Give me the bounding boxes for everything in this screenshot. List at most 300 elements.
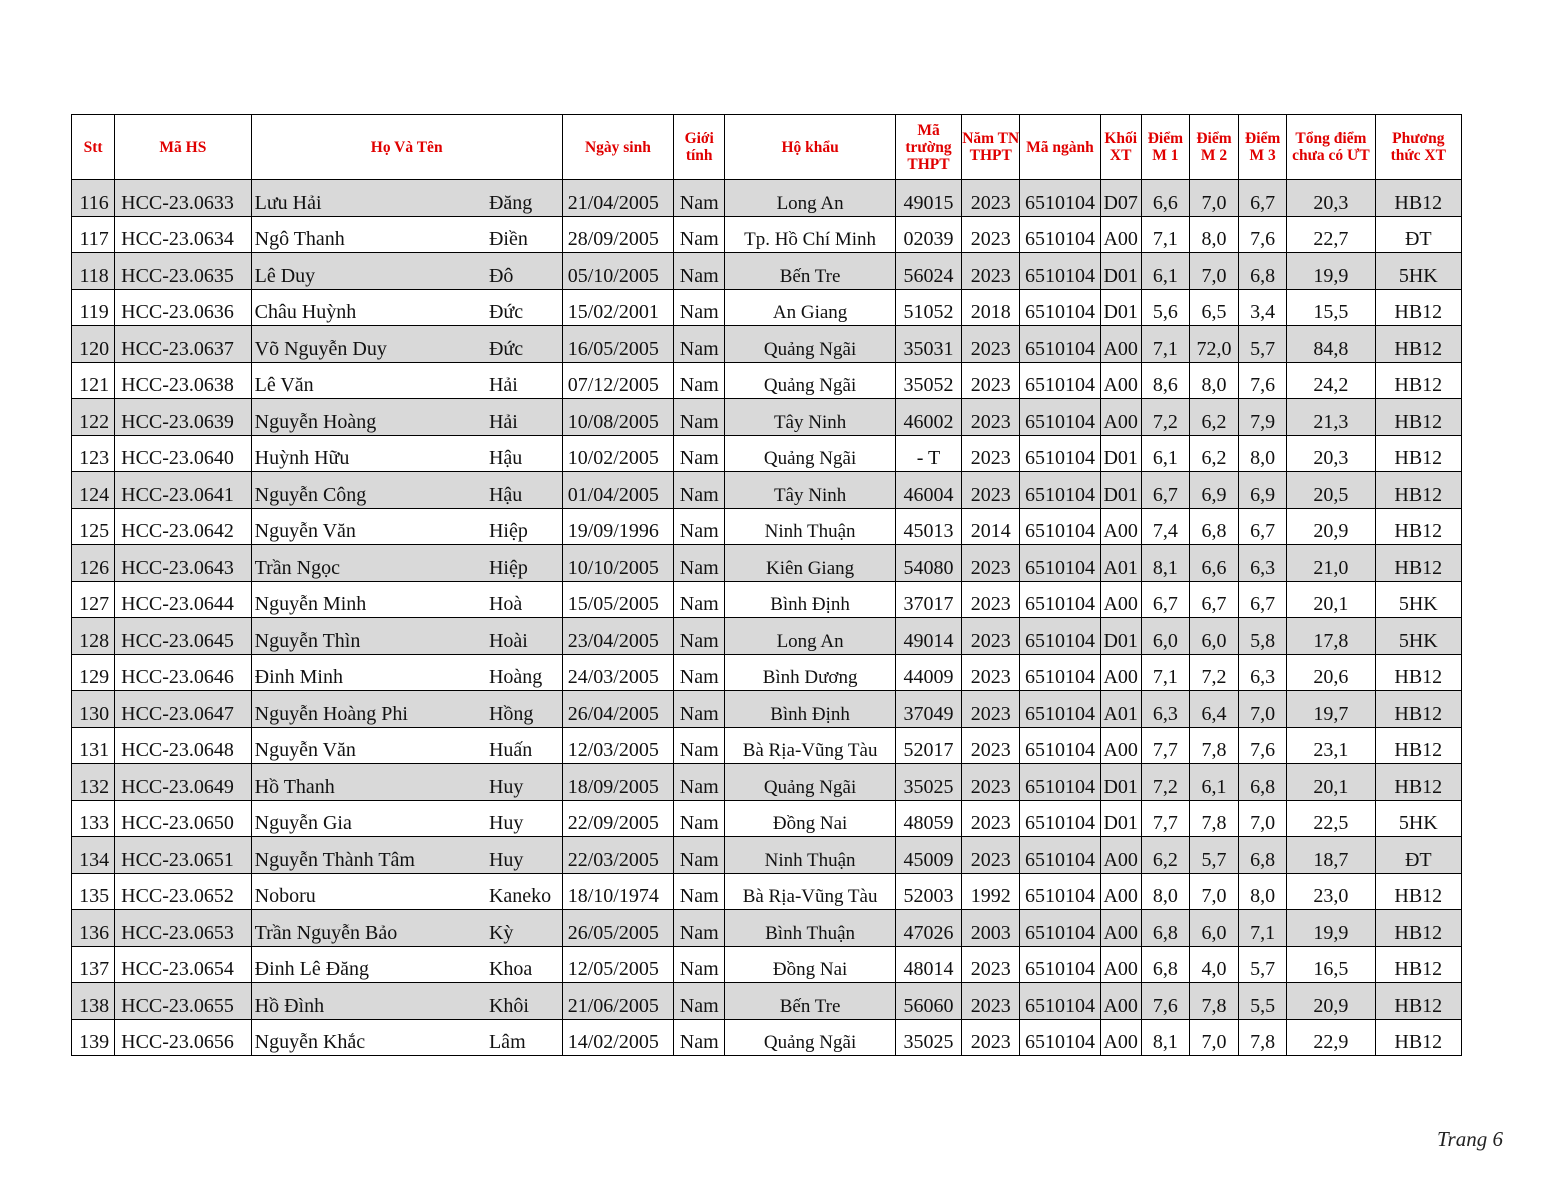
cell-khoi: A00 — [1100, 837, 1141, 874]
cell-ma-nganh: 6510104 — [1020, 326, 1100, 363]
cell-diem-3: 6,8 — [1239, 837, 1287, 874]
cell-ho-dem: Ngô Thanh — [251, 216, 489, 253]
header-ngay-sinh: Ngày sinh — [562, 115, 673, 180]
cell-phuong-thuc: HB12 — [1375, 764, 1461, 801]
cell-phuong-thuc: 5HK — [1375, 800, 1461, 837]
cell-ma-truong: 52017 — [895, 727, 961, 764]
cell-ho-khau: Đồng Nai — [725, 800, 896, 837]
cell-ho-khau: Bình Dương — [725, 654, 896, 691]
cell-ngay-sinh: 26/05/2005 — [562, 910, 673, 947]
cell-ngay-sinh: 05/10/2005 — [562, 253, 673, 290]
table-row — [72, 837, 1462, 874]
cell-stt: 131 — [72, 727, 115, 764]
cell-ngay-sinh: 22/03/2005 — [562, 837, 673, 874]
cell-ho-khau: An Giang — [725, 289, 896, 326]
cell-gioi-tinh: Nam — [674, 581, 725, 618]
cell-diem-1: 8,0 — [1141, 873, 1189, 910]
cell-gioi-tinh: Nam — [674, 545, 725, 582]
table-row — [72, 983, 1462, 1020]
cell-nam-tn: 2023 — [962, 837, 1020, 874]
cell-ho-dem: Trần Ngọc — [251, 545, 489, 582]
cell-diem-2: 5,7 — [1189, 837, 1238, 874]
table-row — [72, 435, 1462, 472]
cell-gioi-tinh: Nam — [674, 216, 725, 253]
cell-nam-tn: 2023 — [962, 618, 1020, 655]
cell-ngay-sinh: 07/12/2005 — [562, 362, 673, 399]
cell-stt: 129 — [72, 654, 115, 691]
cell-gioi-tinh: Nam — [674, 1019, 725, 1056]
cell-khoi: D01 — [1100, 472, 1141, 509]
cell-ho-khau: Bình Định — [725, 581, 896, 618]
cell-phuong-thuc: 5HK — [1375, 618, 1461, 655]
cell-tong-diem: 21,3 — [1287, 399, 1375, 436]
cell-tong-diem: 16,5 — [1287, 946, 1375, 983]
cell-nam-tn: 2023 — [962, 180, 1020, 217]
cell-ho-dem: Nguyễn Thìn — [251, 618, 489, 655]
cell-ho-dem: Nguyễn Minh — [251, 581, 489, 618]
cell-ho-dem: Nguyễn Hoàng Phi — [251, 691, 489, 728]
cell-ma-truong: 35052 — [895, 362, 961, 399]
cell-diem-1: 6,7 — [1141, 581, 1189, 618]
table-row — [72, 216, 1462, 253]
cell-ho-dem: Trần Nguyễn Bảo — [251, 910, 489, 947]
cell-diem-2: 72,0 — [1189, 326, 1238, 363]
header-stt: Stt — [72, 115, 115, 180]
table-row — [72, 545, 1462, 582]
cell-phuong-thuc: HB12 — [1375, 654, 1461, 691]
cell-ma-hs: HCC-23.0637 — [115, 326, 251, 363]
cell-ngay-sinh: 12/03/2005 — [562, 727, 673, 764]
cell-ho-khau: Tây Ninh — [725, 472, 896, 509]
cell-nam-tn: 2023 — [962, 253, 1020, 290]
cell-ma-hs: HCC-23.0633 — [115, 180, 251, 217]
page-number: Trang 6 — [1437, 1127, 1503, 1151]
cell-ngay-sinh: 10/08/2005 — [562, 399, 673, 436]
table-row — [72, 873, 1462, 910]
cell-ma-hs: HCC-23.0651 — [115, 837, 251, 874]
cell-stt: 130 — [72, 691, 115, 728]
cell-diem-1: 7,1 — [1141, 654, 1189, 691]
cell-diem-2: 6,8 — [1189, 508, 1238, 545]
header-khoi: Khối XT — [1100, 115, 1141, 180]
cell-ten: Hậu — [489, 435, 562, 472]
cell-diem-1: 6,7 — [1141, 472, 1189, 509]
cell-ngay-sinh: 21/06/2005 — [562, 983, 673, 1020]
cell-diem-3: 7,6 — [1239, 727, 1287, 764]
cell-ma-hs: HCC-23.0646 — [115, 654, 251, 691]
cell-nam-tn: 2003 — [962, 910, 1020, 947]
cell-stt: 139 — [72, 1019, 115, 1056]
cell-diem-3: 6,3 — [1239, 654, 1287, 691]
cell-phuong-thuc: 5HK — [1375, 253, 1461, 290]
cell-diem-3: 6,8 — [1239, 253, 1287, 290]
table-body — [72, 180, 1462, 1056]
cell-ho-dem: Nguyễn Hoàng — [251, 399, 489, 436]
cell-nam-tn: 2023 — [962, 216, 1020, 253]
cell-ma-nganh: 6510104 — [1020, 727, 1100, 764]
cell-ma-truong: 44009 — [895, 654, 961, 691]
cell-ten: Kaneko — [489, 873, 562, 910]
cell-ma-truong: 48059 — [895, 800, 961, 837]
table-row — [72, 764, 1462, 801]
cell-ten: Hải — [489, 362, 562, 399]
table-row — [72, 691, 1462, 728]
cell-diem-1: 7,7 — [1141, 727, 1189, 764]
cell-stt: 117 — [72, 216, 115, 253]
cell-khoi: D01 — [1100, 618, 1141, 655]
cell-nam-tn: 2023 — [962, 326, 1020, 363]
cell-diem-1: 6,1 — [1141, 253, 1189, 290]
cell-phuong-thuc: HB12 — [1375, 727, 1461, 764]
cell-nam-tn: 2023 — [962, 399, 1020, 436]
cell-nam-tn: 2023 — [962, 362, 1020, 399]
cell-khoi: A00 — [1100, 581, 1141, 618]
cell-diem-3: 7,0 — [1239, 691, 1287, 728]
cell-stt: 137 — [72, 946, 115, 983]
header-phuong-thuc: Phương thức XT — [1375, 115, 1461, 180]
cell-gioi-tinh: Nam — [674, 910, 725, 947]
header-nam-tn: Năm TN THPT — [962, 115, 1020, 180]
cell-ma-nganh: 6510104 — [1020, 289, 1100, 326]
cell-ma-truong: 49014 — [895, 618, 961, 655]
cell-ho-khau: Bà Rịa-Vũng Tàu — [725, 873, 896, 910]
cell-khoi: D01 — [1100, 253, 1141, 290]
cell-stt: 128 — [72, 618, 115, 655]
table-row — [72, 399, 1462, 436]
cell-ten: Đăng — [489, 180, 562, 217]
header-row — [72, 115, 1462, 180]
cell-nam-tn: 2023 — [962, 983, 1020, 1020]
cell-khoi: A00 — [1100, 654, 1141, 691]
cell-ngay-sinh: 14/02/2005 — [562, 1019, 673, 1056]
cell-ma-nganh: 6510104 — [1020, 508, 1100, 545]
table-row — [72, 910, 1462, 947]
header-ho-ten: Họ Và Tên — [251, 115, 562, 180]
cell-ma-hs: HCC-23.0640 — [115, 435, 251, 472]
cell-diem-1: 6,8 — [1141, 946, 1189, 983]
cell-ma-nganh: 6510104 — [1020, 837, 1100, 874]
cell-nam-tn: 2023 — [962, 545, 1020, 582]
table-row — [72, 581, 1462, 618]
cell-ma-truong: 37017 — [895, 581, 961, 618]
cell-khoi: A00 — [1100, 508, 1141, 545]
cell-ma-hs: HCC-23.0636 — [115, 289, 251, 326]
cell-diem-2: 7,0 — [1189, 253, 1238, 290]
cell-nam-tn: 2023 — [962, 654, 1020, 691]
cell-ma-nganh: 6510104 — [1020, 800, 1100, 837]
cell-ho-khau: Quảng Ngãi — [725, 326, 896, 363]
cell-diem-3: 6,8 — [1239, 764, 1287, 801]
cell-ma-truong: 45013 — [895, 508, 961, 545]
table-row — [72, 253, 1462, 290]
cell-stt: 123 — [72, 435, 115, 472]
cell-gioi-tinh: Nam — [674, 873, 725, 910]
cell-diem-1: 6,1 — [1141, 435, 1189, 472]
cell-tong-diem: 20,6 — [1287, 654, 1375, 691]
cell-phuong-thuc: HB12 — [1375, 362, 1461, 399]
cell-ho-khau: Bến Tre — [725, 253, 896, 290]
cell-ho-khau: Quảng Ngãi — [725, 1019, 896, 1056]
cell-phuong-thuc: HB12 — [1375, 435, 1461, 472]
cell-nam-tn: 2023 — [962, 727, 1020, 764]
header-ho-khau: Hộ khẩu — [725, 115, 896, 180]
cell-ngay-sinh: 15/02/2001 — [562, 289, 673, 326]
cell-nam-tn: 2023 — [962, 435, 1020, 472]
cell-tong-diem: 20,3 — [1287, 435, 1375, 472]
cell-ma-hs: HCC-23.0647 — [115, 691, 251, 728]
cell-ho-dem: Lê Duy — [251, 253, 489, 290]
cell-stt: 118 — [72, 253, 115, 290]
cell-tong-diem: 22,9 — [1287, 1019, 1375, 1056]
cell-ho-dem: Võ Nguyễn Duy — [251, 326, 489, 363]
cell-diem-3: 6,7 — [1239, 581, 1287, 618]
cell-gioi-tinh: Nam — [674, 983, 725, 1020]
cell-diem-3: 7,1 — [1239, 910, 1287, 947]
cell-ma-truong: 49015 — [895, 180, 961, 217]
cell-diem-1: 7,2 — [1141, 399, 1189, 436]
cell-ma-hs: HCC-23.0654 — [115, 946, 251, 983]
cell-ngay-sinh: 26/04/2005 — [562, 691, 673, 728]
cell-stt: 132 — [72, 764, 115, 801]
cell-ma-hs: HCC-23.0649 — [115, 764, 251, 801]
cell-ma-hs: HCC-23.0648 — [115, 727, 251, 764]
cell-ma-nganh: 6510104 — [1020, 873, 1100, 910]
cell-ten: Hoà — [489, 581, 562, 618]
cell-ma-hs: HCC-23.0641 — [115, 472, 251, 509]
cell-stt: 136 — [72, 910, 115, 947]
cell-tong-diem: 23,1 — [1287, 727, 1375, 764]
cell-ho-khau: Bình Thuận — [725, 910, 896, 947]
cell-ma-truong: 56024 — [895, 253, 961, 290]
cell-diem-3: 8,0 — [1239, 435, 1287, 472]
cell-ngay-sinh: 15/05/2005 — [562, 581, 673, 618]
cell-tong-diem: 24,2 — [1287, 362, 1375, 399]
cell-ten: Hoàng — [489, 654, 562, 691]
cell-ma-nganh: 6510104 — [1020, 253, 1100, 290]
cell-phuong-thuc: HB12 — [1375, 910, 1461, 947]
cell-diem-3: 5,7 — [1239, 946, 1287, 983]
cell-ma-hs: HCC-23.0639 — [115, 399, 251, 436]
cell-khoi: A00 — [1100, 399, 1141, 436]
cell-khoi: D01 — [1100, 800, 1141, 837]
cell-ho-khau: Đồng Nai — [725, 946, 896, 983]
cell-tong-diem: 22,7 — [1287, 216, 1375, 253]
cell-diem-3: 6,3 — [1239, 545, 1287, 582]
cell-diem-1: 7,6 — [1141, 983, 1189, 1020]
cell-ten: Hoài — [489, 618, 562, 655]
header-diem-2: Điểm M 2 — [1189, 115, 1238, 180]
cell-ten: Huy — [489, 764, 562, 801]
cell-tong-diem: 19,9 — [1287, 253, 1375, 290]
cell-gioi-tinh: Nam — [674, 472, 725, 509]
cell-diem-1: 8,1 — [1141, 1019, 1189, 1056]
cell-diem-2: 6,9 — [1189, 472, 1238, 509]
cell-ma-truong: 37049 — [895, 691, 961, 728]
cell-ten: Hải — [489, 399, 562, 436]
cell-diem-1: 7,7 — [1141, 800, 1189, 837]
cell-khoi: A00 — [1100, 946, 1141, 983]
cell-diem-2: 7,8 — [1189, 800, 1238, 837]
cell-gioi-tinh: Nam — [674, 362, 725, 399]
cell-ho-dem: Nguyễn Khắc — [251, 1019, 489, 1056]
table-row — [72, 326, 1462, 363]
cell-ho-khau: Quảng Ngãi — [725, 362, 896, 399]
table-row — [72, 180, 1462, 217]
cell-ten: Huấn — [489, 727, 562, 764]
cell-tong-diem: 17,8 — [1287, 618, 1375, 655]
cell-stt: 116 — [72, 180, 115, 217]
cell-ho-dem: Lê Văn — [251, 362, 489, 399]
cell-diem-2: 7,8 — [1189, 727, 1238, 764]
cell-ho-dem: Hồ Đình — [251, 983, 489, 1020]
cell-stt: 124 — [72, 472, 115, 509]
cell-diem-1: 6,6 — [1141, 180, 1189, 217]
cell-tong-diem: 18,7 — [1287, 837, 1375, 874]
cell-phuong-thuc: HB12 — [1375, 508, 1461, 545]
header-ma-nganh: Mã ngành — [1020, 115, 1100, 180]
cell-gioi-tinh: Nam — [674, 253, 725, 290]
cell-nam-tn: 2023 — [962, 800, 1020, 837]
cell-ten: Huy — [489, 800, 562, 837]
cell-phuong-thuc: HB12 — [1375, 289, 1461, 326]
cell-gioi-tinh: Nam — [674, 508, 725, 545]
table-row — [72, 1019, 1462, 1056]
table-row — [72, 946, 1462, 983]
cell-gioi-tinh: Nam — [674, 435, 725, 472]
cell-diem-2: 4,0 — [1189, 946, 1238, 983]
cell-nam-tn: 2018 — [962, 289, 1020, 326]
cell-khoi: A00 — [1100, 1019, 1141, 1056]
cell-ma-truong: 35025 — [895, 1019, 961, 1056]
cell-diem-2: 6,0 — [1189, 618, 1238, 655]
cell-stt: 135 — [72, 873, 115, 910]
cell-ma-hs: HCC-23.0650 — [115, 800, 251, 837]
cell-diem-1: 6,8 — [1141, 910, 1189, 947]
admission-table — [71, 114, 1462, 1056]
cell-gioi-tinh: Nam — [674, 326, 725, 363]
cell-tong-diem: 23,0 — [1287, 873, 1375, 910]
cell-ma-hs: HCC-23.0656 — [115, 1019, 251, 1056]
cell-diem-3: 6,7 — [1239, 508, 1287, 545]
cell-gioi-tinh: Nam — [674, 727, 725, 764]
cell-ma-truong: 02039 — [895, 216, 961, 253]
cell-tong-diem: 84,8 — [1287, 326, 1375, 363]
cell-ma-nganh: 6510104 — [1020, 618, 1100, 655]
cell-stt: 125 — [72, 508, 115, 545]
cell-khoi: A01 — [1100, 691, 1141, 728]
cell-diem-2: 6,2 — [1189, 399, 1238, 436]
cell-ngay-sinh: 16/05/2005 — [562, 326, 673, 363]
cell-diem-3: 7,0 — [1239, 800, 1287, 837]
cell-diem-1: 5,6 — [1141, 289, 1189, 326]
cell-ma-hs: HCC-23.0638 — [115, 362, 251, 399]
cell-ho-khau: Tp. Hồ Chí Minh — [725, 216, 896, 253]
cell-diem-1: 6,2 — [1141, 837, 1189, 874]
cell-ma-truong: 45009 — [895, 837, 961, 874]
cell-phuong-thuc: HB12 — [1375, 983, 1461, 1020]
cell-ho-dem: Nguyễn Văn — [251, 727, 489, 764]
cell-ten: Đô — [489, 253, 562, 290]
cell-tong-diem: 20,9 — [1287, 508, 1375, 545]
cell-ho-dem: Lưu Hải — [251, 180, 489, 217]
cell-nam-tn: 2023 — [962, 946, 1020, 983]
cell-diem-2: 6,5 — [1189, 289, 1238, 326]
cell-diem-2: 6,7 — [1189, 581, 1238, 618]
cell-diem-1: 6,3 — [1141, 691, 1189, 728]
cell-phuong-thuc: HB12 — [1375, 326, 1461, 363]
cell-diem-2: 8,0 — [1189, 362, 1238, 399]
cell-stt: 126 — [72, 545, 115, 582]
cell-phuong-thuc: ĐT — [1375, 837, 1461, 874]
cell-khoi: A00 — [1100, 362, 1141, 399]
cell-ngay-sinh: 23/04/2005 — [562, 618, 673, 655]
cell-ten: Khôi — [489, 983, 562, 1020]
cell-tong-diem: 20,1 — [1287, 581, 1375, 618]
header-tong-diem: Tổng điểm chưa có ƯT — [1287, 115, 1375, 180]
cell-phuong-thuc: HB12 — [1375, 399, 1461, 436]
cell-gioi-tinh: Nam — [674, 946, 725, 983]
cell-ngay-sinh: 22/09/2005 — [562, 800, 673, 837]
cell-ma-nganh: 6510104 — [1020, 946, 1100, 983]
cell-tong-diem: 20,3 — [1287, 180, 1375, 217]
cell-ten: Khoa — [489, 946, 562, 983]
cell-phuong-thuc: HB12 — [1375, 873, 1461, 910]
cell-ho-dem: Đinh Lê Đăng — [251, 946, 489, 983]
cell-diem-3: 3,4 — [1239, 289, 1287, 326]
cell-phuong-thuc: HB12 — [1375, 1019, 1461, 1056]
cell-ma-hs: HCC-23.0643 — [115, 545, 251, 582]
cell-ho-khau: Bến Tre — [725, 983, 896, 1020]
cell-ma-nganh: 6510104 — [1020, 654, 1100, 691]
cell-phuong-thuc: HB12 — [1375, 180, 1461, 217]
table-row — [72, 289, 1462, 326]
cell-gioi-tinh: Nam — [674, 399, 725, 436]
cell-diem-3: 7,6 — [1239, 216, 1287, 253]
cell-khoi: A00 — [1100, 873, 1141, 910]
header-gioi-tinh: Giới tính — [674, 115, 725, 180]
cell-ma-truong: - T — [895, 435, 961, 472]
cell-ma-nganh: 6510104 — [1020, 545, 1100, 582]
cell-ma-truong: 52003 — [895, 873, 961, 910]
cell-ma-truong: 51052 — [895, 289, 961, 326]
cell-ho-dem: Châu Huỳnh — [251, 289, 489, 326]
cell-khoi: A01 — [1100, 545, 1141, 582]
cell-nam-tn: 2023 — [962, 581, 1020, 618]
cell-ngay-sinh: 24/03/2005 — [562, 654, 673, 691]
cell-ma-truong: 35025 — [895, 764, 961, 801]
cell-diem-3: 7,9 — [1239, 399, 1287, 436]
cell-tong-diem: 21,0 — [1287, 545, 1375, 582]
header-diem-3: Điểm M 3 — [1239, 115, 1287, 180]
cell-diem-2: 6,1 — [1189, 764, 1238, 801]
cell-gioi-tinh: Nam — [674, 837, 725, 874]
cell-gioi-tinh: Nam — [674, 618, 725, 655]
cell-diem-1: 7,1 — [1141, 326, 1189, 363]
cell-ho-khau: Quảng Ngãi — [725, 435, 896, 472]
cell-gioi-tinh: Nam — [674, 800, 725, 837]
cell-ma-nganh: 6510104 — [1020, 362, 1100, 399]
cell-khoi: A00 — [1100, 910, 1141, 947]
cell-ma-nganh: 6510104 — [1020, 435, 1100, 472]
cell-ngay-sinh: 01/04/2005 — [562, 472, 673, 509]
cell-phuong-thuc: HB12 — [1375, 946, 1461, 983]
cell-ngay-sinh: 19/09/1996 — [562, 508, 673, 545]
cell-phuong-thuc: ĐT — [1375, 216, 1461, 253]
cell-ho-khau: Long An — [725, 618, 896, 655]
cell-stt: 120 — [72, 326, 115, 363]
cell-ma-hs: HCC-23.0644 — [115, 581, 251, 618]
cell-ma-truong: 54080 — [895, 545, 961, 582]
